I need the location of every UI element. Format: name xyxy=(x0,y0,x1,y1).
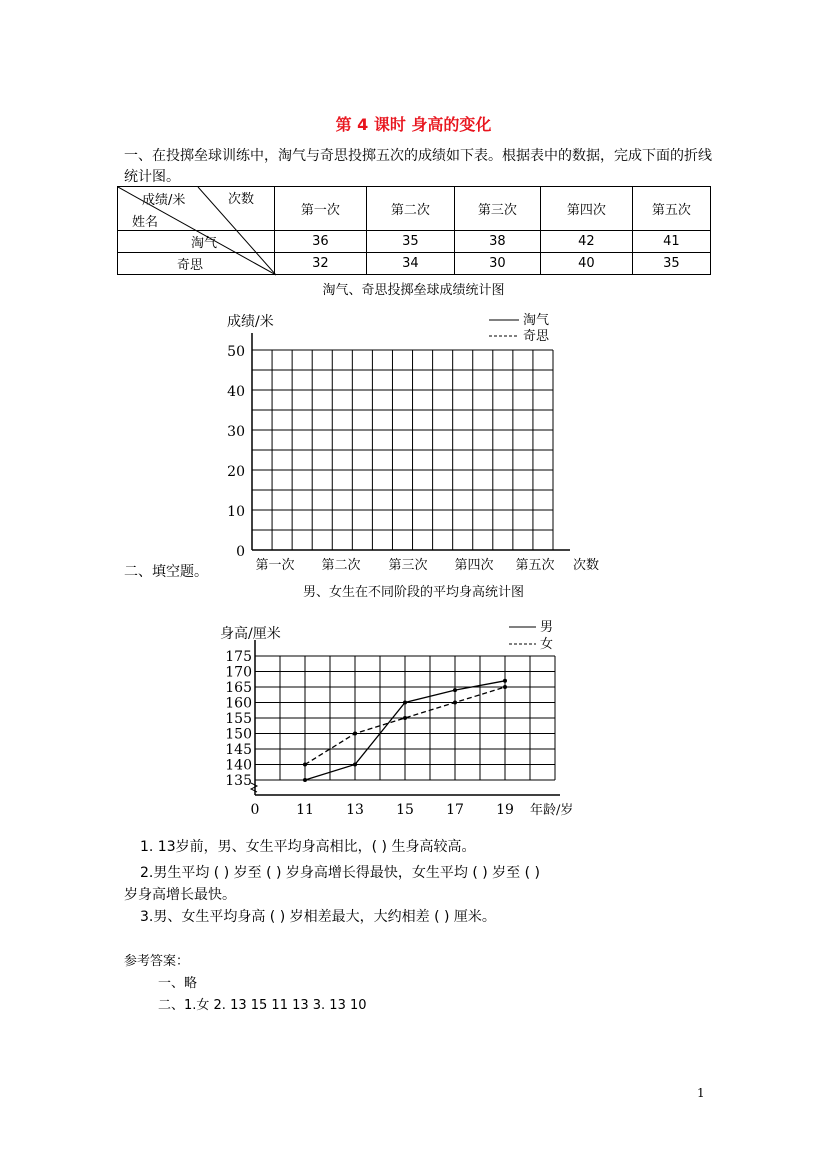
page-title: 第 4 课时 身高的变化 xyxy=(335,115,492,134)
table-header: 第四次 xyxy=(540,187,632,231)
corner-label-name: 姓名 xyxy=(132,215,159,230)
chart2-xtick: 19 xyxy=(496,802,514,818)
chart1-ytick: 30 xyxy=(227,424,245,440)
chart1-xtick: 第五次 xyxy=(515,558,555,573)
data-point xyxy=(503,679,507,683)
chart2-xtick: 13 xyxy=(346,802,364,818)
chart2-legend-label: 女 xyxy=(540,637,554,652)
table-cell: 41 xyxy=(632,231,710,253)
chart1-yticks xyxy=(227,344,245,560)
question-2-1: 1. 13岁前，男、女生平均身高相比，( ) 生身高较高。 xyxy=(140,839,476,855)
chart2-ytick: 135 xyxy=(225,773,252,789)
question-2-2: 2.男生平均 ( ) 岁至 ( ) 岁身高增长得最快，女生平均 ( ) 岁至 ( ) xyxy=(140,865,541,881)
table-cell: 34 xyxy=(366,253,454,275)
question-1-text: 一、在投掷垒球训练中，淘气与奇思投掷五次的成绩如下表。根据表中的数据，完成下面的折线统计图。 xyxy=(124,148,712,185)
table-cell: 35 xyxy=(366,231,454,253)
table-header: 第二次 xyxy=(366,187,454,231)
table-cell: 42 xyxy=(540,231,632,253)
chart2-xtick: 15 xyxy=(396,802,414,818)
chart2-xticks xyxy=(251,802,514,818)
chart2-ytick: 160 xyxy=(225,695,252,712)
chart2-ytick: 150 xyxy=(225,726,252,743)
chart1-xtick: 第三次 xyxy=(388,558,428,573)
chart2-yticks xyxy=(225,649,252,789)
table-cell: 40 xyxy=(540,253,632,275)
chart1-xlabel: 次数 xyxy=(572,558,600,573)
answers-line-1: 一、略 xyxy=(158,976,198,991)
chart1-xtick: 第二次 xyxy=(321,558,361,573)
chart1-ytick: 10 xyxy=(227,504,245,520)
data-point xyxy=(403,701,407,705)
chart2-ytick: 175 xyxy=(225,649,252,665)
chart2-xlabel: 年龄/岁 xyxy=(530,803,574,818)
table-cell: 35 xyxy=(632,253,710,275)
chart1-ytick: 40 xyxy=(227,384,245,400)
data-point xyxy=(303,763,307,767)
chart2-legend-label: 男 xyxy=(540,620,554,635)
chart1-legend-label: 奇思 xyxy=(523,329,550,344)
chart1-xtick: 第四次 xyxy=(454,558,494,573)
chart1-ytick: 0 xyxy=(236,544,245,560)
chart2-xtick: 17 xyxy=(446,802,464,818)
table-header: 第三次 xyxy=(454,187,540,231)
page-number: 1 xyxy=(697,1086,705,1100)
chart2-ytick: 145 xyxy=(225,742,252,758)
table-cell: 36 xyxy=(274,231,366,253)
chart1-ytick: 20 xyxy=(227,464,245,480)
chart2-ytick: 165 xyxy=(225,680,252,696)
data-point xyxy=(503,685,507,689)
answers-line-2: 二、1.女 2. 13 15 11 13 3. 13 10 xyxy=(158,998,367,1013)
chart1-xticks xyxy=(255,557,599,573)
question-2-2-cont: 岁身高增长最快。 xyxy=(124,887,236,903)
row-name: 奇思 xyxy=(118,253,275,275)
table-cell: 32 xyxy=(274,253,366,275)
chart2-xtick: 0 xyxy=(250,802,260,818)
chart2-ytick: 140 xyxy=(225,757,252,774)
table-header: 第五次 xyxy=(632,187,710,231)
data-point xyxy=(353,732,357,736)
table-cell: 30 xyxy=(454,253,540,275)
data-point xyxy=(303,778,307,782)
question-2-3: 3.男、女生平均身高 ( ) 岁相差最大，大约相差 ( ) 厘米。 xyxy=(140,909,496,925)
corner-label-score: 成绩/米 xyxy=(142,193,186,208)
chart2-ytick: 155 xyxy=(225,711,252,727)
data-point xyxy=(353,763,357,767)
question-2-heading: 二、填空题。 xyxy=(124,564,208,580)
chart2-ylabel: 身高/厘米 xyxy=(220,626,281,642)
corner-label-count: 次数 xyxy=(228,192,255,207)
chart2-ytick: 170 xyxy=(225,664,252,681)
chart2-xtick: 11 xyxy=(296,802,314,818)
chart1-legend-label: 淘气 xyxy=(523,313,550,328)
chart1-xtick: 第一次 xyxy=(255,558,295,573)
data-point xyxy=(453,688,457,692)
row-name: 淘气 xyxy=(118,231,275,253)
answers-heading: 参考答案： xyxy=(124,954,190,969)
chart2-caption: 男、女生在不同阶段的平均身高统计图 xyxy=(302,585,524,600)
height-line-chart xyxy=(0,600,827,830)
chart1-gridlines xyxy=(252,333,570,550)
data-point xyxy=(403,716,407,720)
chart1-ytick: 50 xyxy=(227,344,245,360)
table-cell: 38 xyxy=(454,231,540,253)
table-header: 第一次 xyxy=(274,187,366,231)
chart1-caption: 淘气、奇思投掷垒球成绩统计图 xyxy=(322,283,505,298)
chart1-ylabel: 成绩/米 xyxy=(227,314,274,330)
data-point xyxy=(453,701,457,705)
